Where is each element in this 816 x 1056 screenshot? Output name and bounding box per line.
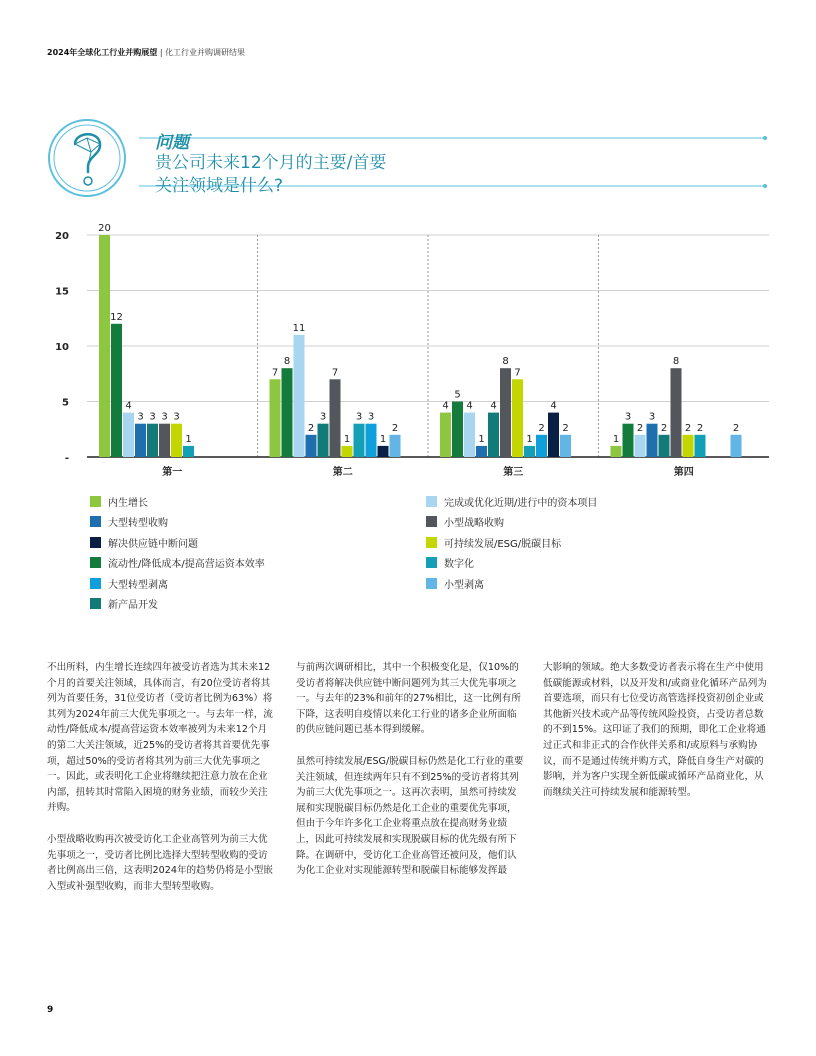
bar <box>560 435 571 457</box>
legend-item <box>90 514 168 529</box>
header-separator: | <box>159 48 163 57</box>
header-title: 2024年全球化工行业并购展望 <box>47 48 158 57</box>
bar <box>318 424 329 457</box>
data-label: 4 <box>550 400 557 412</box>
legend-label: 数字化 <box>444 559 474 571</box>
data-label: 3 <box>648 411 656 423</box>
bar <box>183 446 194 457</box>
bar <box>536 435 547 457</box>
data-label: 3 <box>355 411 363 423</box>
data-label: 3 <box>161 411 168 423</box>
bar <box>623 424 634 457</box>
question-label: 问题 <box>155 133 189 153</box>
bar <box>440 413 451 457</box>
legend-swatch <box>90 578 101 589</box>
legend-item <box>426 494 597 509</box>
bar <box>135 424 146 457</box>
bar <box>452 402 463 458</box>
legend-swatch <box>90 598 101 609</box>
data-label: 2 <box>684 422 692 434</box>
bar <box>611 446 622 457</box>
bar <box>123 413 134 457</box>
body-column-2 <box>296 660 524 895</box>
bar <box>731 435 742 457</box>
legend-item <box>90 576 168 591</box>
legend-swatch <box>90 537 101 548</box>
legend-swatch <box>426 578 437 589</box>
question-text <box>155 152 386 198</box>
data-label: 2 <box>391 422 399 434</box>
data-label: 1 <box>379 433 387 445</box>
legend-item <box>90 596 158 611</box>
data-label: 8 <box>502 356 509 368</box>
bar <box>282 368 293 457</box>
legend-swatch <box>90 516 101 527</box>
legend-label: 大型转型收购 <box>108 518 168 530</box>
bar <box>548 413 559 457</box>
legend-swatch <box>426 496 437 507</box>
data-label: 4 <box>442 400 449 412</box>
data-label: 1 <box>185 433 192 445</box>
legend-item <box>426 535 561 550</box>
category-label: 第四 <box>673 467 694 478</box>
legend-label: 小型战略收购 <box>444 518 504 530</box>
bar <box>488 413 499 457</box>
data-label: 2 <box>636 422 644 434</box>
legend-label: 流动性/降低成本/提高营运资本效率 <box>108 559 265 571</box>
question-block <box>47 118 769 203</box>
bar <box>635 435 646 457</box>
data-label: 2 <box>732 422 740 434</box>
question-line-1: 贵公司未来12个月的主要/首要 <box>155 153 387 173</box>
category-label: 第三 <box>503 467 524 478</box>
category-label: 第一 <box>162 467 183 478</box>
data-label: 4 <box>125 400 132 412</box>
body-column-1 <box>47 660 275 910</box>
legend-swatch <box>90 496 101 507</box>
bar <box>171 424 182 457</box>
body-paragraph: 不出所料，内生增长连续四年被受访者选为其未来12个月的首要关注领域，具体而言，有20位受访者将其列为首要任务，31位受访者（受访者比例为63%）将其列为2024年前三大优先事项之一。与去年一样，流动性/降低成本/提高营运资本效率被列为未来12个月的第二大关注领域，近25%的受访者将其首要优先事项，超过50%的受访者将其列为前三大优先事项之一。因此，或表明化工企业将继续把注意力放在企业内部，扭转其时常陷入困境的财务业绩，而较少关注并购。 <box>47 662 273 814</box>
y-tick-label: 10 <box>55 342 69 353</box>
bar <box>464 413 475 457</box>
legend-item <box>90 555 265 570</box>
legend-label: 内生增长 <box>108 498 148 509</box>
bar <box>647 424 658 457</box>
data-label: 1 <box>343 433 351 445</box>
data-label: 7 <box>514 367 521 379</box>
legend-swatch <box>90 557 101 568</box>
legend-label: 新产品开发 <box>108 600 158 611</box>
data-label: 2 <box>538 422 545 434</box>
data-label: 1 <box>612 433 620 445</box>
body-paragraph: 小型战略收购再次被受访化工企业高管列为前三大优先事项之一，受访者比例比选择大型转型收购的受访者比例高出三倍，这表明2024年的趋势仍将是小型嵌入型或补强型收购，而非大型转型收购。 <box>47 833 273 892</box>
data-label: 2 <box>562 422 569 434</box>
data-label: 1 <box>478 433 485 445</box>
y-tick-label: 15 <box>55 286 69 298</box>
y-tick-label: - <box>64 453 69 464</box>
data-label: 3 <box>173 411 180 423</box>
body-paragraph: 大影响的领域。绝大多数受访者表示将在生产中使用低碳能源或材料，以及开发和/或商业化循环产品列为首要选项，而只有七位受访高管选择投资初创企业或其他新兴技术或产品等传统风险投资，占受访者总数的不到15%。这印证了我们的预期，即化工企业将通过正式和非正式的合作伙伴关系和/或原料与承购协议，而不是通过传统并购方式，降低自身生产对碳的影响，并为客户实现全新低碳或循环产品商业化，从而继续关注可持续发展和能源转型。 <box>543 662 767 798</box>
legend-swatch <box>426 557 437 568</box>
data-label: 8 <box>672 356 680 368</box>
data-label: 2 <box>307 422 315 434</box>
data-label: 3 <box>624 411 632 423</box>
page-header <box>47 47 245 58</box>
bar <box>147 424 158 457</box>
legend-label: 解决供应链中断问题 <box>108 538 198 550</box>
legend-item <box>90 494 148 509</box>
bar <box>390 435 401 457</box>
legend-swatch <box>426 516 437 527</box>
legend-item <box>90 535 198 550</box>
bar <box>695 435 706 457</box>
bar <box>500 368 511 457</box>
bar <box>378 446 389 457</box>
y-tick-label: 5 <box>62 397 69 409</box>
bar <box>476 446 487 457</box>
legend-label: 可持续发展/ESG/脱碳目标 <box>444 538 562 550</box>
bar <box>366 424 377 457</box>
bar <box>342 446 353 457</box>
priority-bar-chart <box>47 215 769 485</box>
bar <box>306 435 317 457</box>
legend-swatch <box>426 537 437 548</box>
data-label: 1 <box>526 433 533 445</box>
legend-label: 小型剥离 <box>444 579 484 591</box>
data-label: 11 <box>292 322 306 334</box>
legend-label: 大型转型剥离 <box>108 579 168 591</box>
bar <box>671 368 682 457</box>
body-paragraph: 与前两次调研相比，其中一个积极变化是，仅10%的受访者将解决供应链中断问题列为其三大优先事项之一。与去年的23%和前年的27%相比，这一比例有所下降，这表明自疫情以来化工行业的诸多企业所面临的供应链问题已基本得到缓解。 <box>296 662 521 736</box>
page-number: 9 <box>47 1005 54 1015</box>
header-subtitle: 化工行业并购调研结果 <box>165 48 246 57</box>
data-label: 8 <box>283 356 291 368</box>
data-label: 7 <box>331 367 339 379</box>
data-label: 7 <box>271 367 279 379</box>
data-label: 2 <box>660 422 668 434</box>
bar <box>99 235 110 457</box>
bar <box>683 435 694 457</box>
body-paragraph: 虽然可持续发展/ESG/脱碳目标仍然是化工行业的重要关注领域，但连续两年只有不到25%的受访者将其列为前三大优先事项之一。这再次表明，虽然可持续发展和实现脱碳目标仍然是化工企业的重要优先事项，但由于今年许多化工企业将重点放在提高财务业绩上，因此可持续发展和实现脱碳目标的优先级有所下降。在调研中，受访化工企业高管还被问及，他们认为化工企业对实现能源转型和脱碳目标能够发挥最 <box>296 755 524 877</box>
bar <box>294 335 305 457</box>
data-label: 5 <box>454 389 461 401</box>
data-label: 2 <box>696 422 704 434</box>
legend-label: 完成或优化近期/进行中的资本项目 <box>444 498 598 509</box>
bar <box>330 379 341 457</box>
category-label: 第二 <box>332 467 353 478</box>
data-label: 3 <box>149 411 156 423</box>
data-label: 20 <box>98 223 111 234</box>
legend-item <box>426 555 474 570</box>
question-line-2: 关注领域是什么? <box>155 176 284 196</box>
legend-item <box>426 514 504 529</box>
bar <box>512 379 523 457</box>
bar <box>354 424 365 457</box>
data-label: 4 <box>466 400 473 412</box>
data-label: 3 <box>367 411 375 423</box>
y-tick-label: 20 <box>55 231 69 242</box>
legend-item <box>426 576 484 591</box>
bar <box>111 324 122 457</box>
data-label: 3 <box>319 411 327 423</box>
data-label: 12 <box>110 311 123 323</box>
data-label: 4 <box>490 400 497 412</box>
data-label: 3 <box>137 411 144 423</box>
bar <box>524 446 535 457</box>
bar <box>270 379 281 457</box>
body-column-3 <box>543 660 771 816</box>
bar <box>159 424 170 457</box>
bar <box>659 435 670 457</box>
